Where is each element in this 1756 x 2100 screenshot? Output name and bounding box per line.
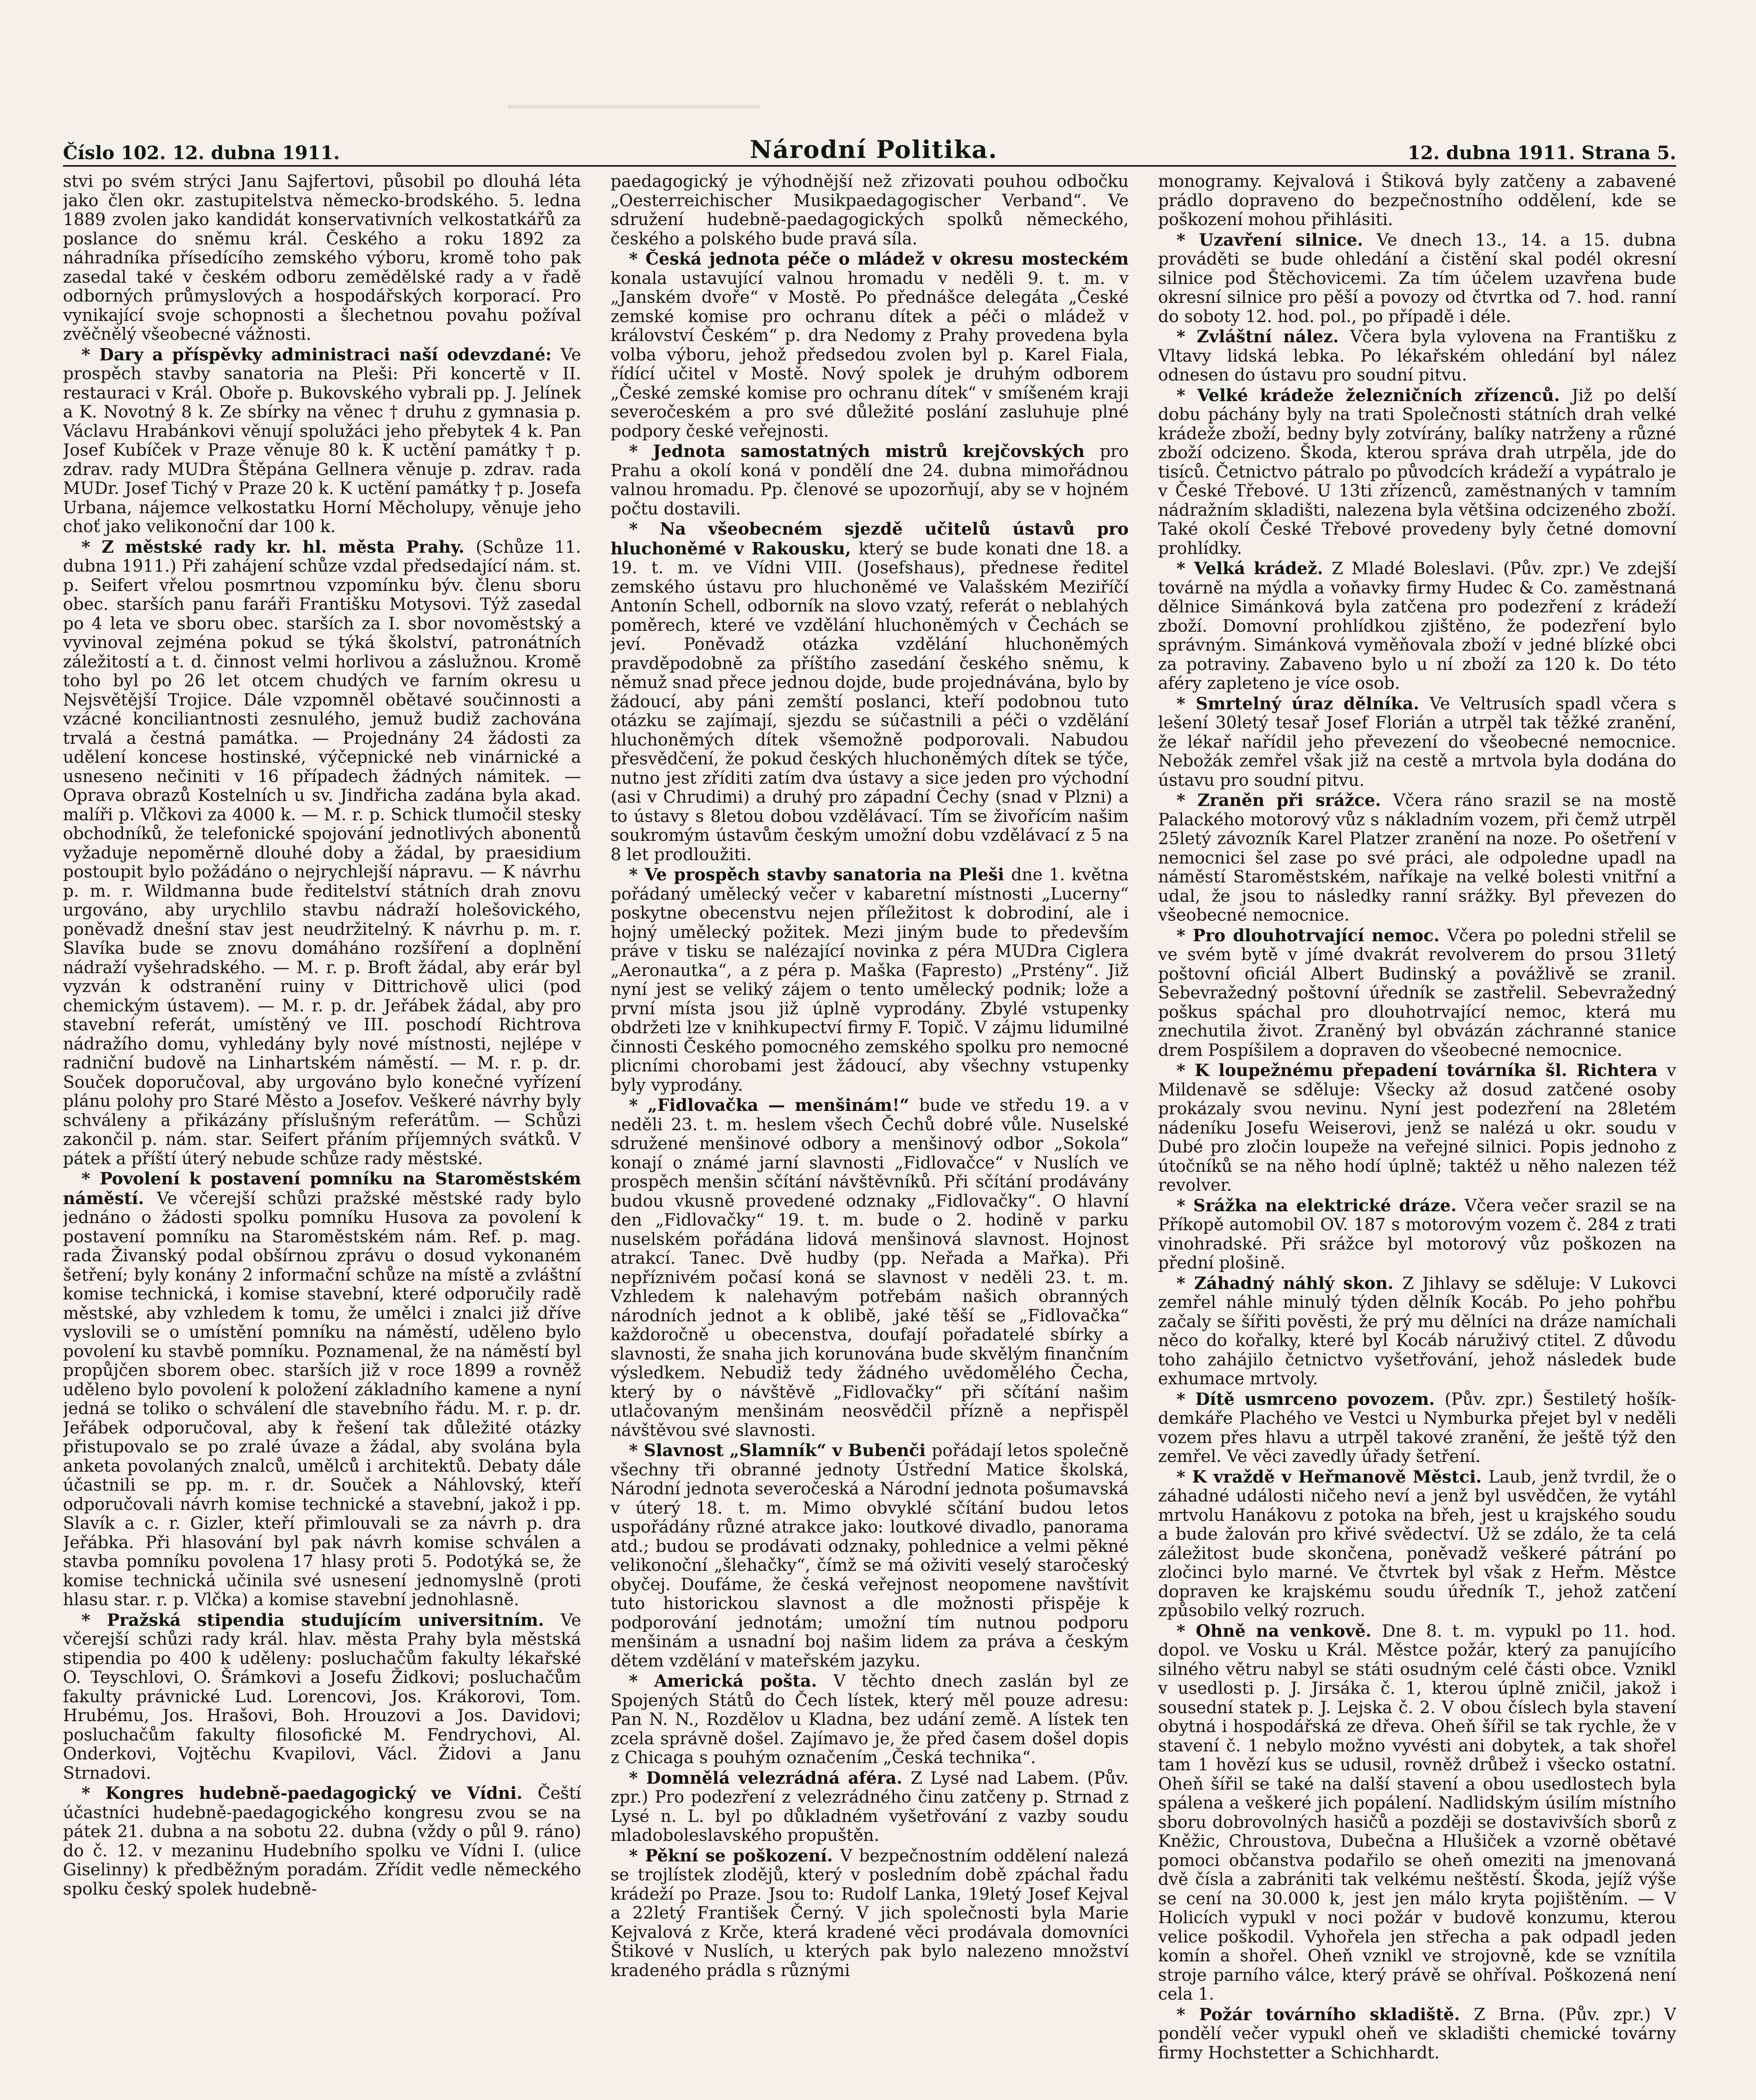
article-headline: * Zvláštní nález.: [1177, 327, 1350, 346]
article: [63, 1784, 581, 1899]
article-body: (Schůze 11. dubna 1911.) Při zahájení schůze vzdal předsedající nám. st. p. Seifert vřelou posmrtnou vzpomínku býv. členu sboru obec. starších panu faráři Františku Motysovi. Týž zasedal po 4 leta ve sboru obec. starších za I. sbor novoměstský a vyvinoval zejména pokud se týká školství, patronátních záležitostí a t. d. činnost velmi horlivou a záslužnou. Kromě toho byl po 26 let otcem chudých ve farním okresu u Nejsvětější Trojice. Dále vzpomněl obětavé součinnosti a vzácné konciliantnosti zesnulého, jemuž budiž zachována trvalá a čestná památka. — Projednány 24 žádosti za udělení koncese hostinské, výčepnické neb vinárnické a usneseno nečiniti v 16 případech žádných námitek. — Oprava obrazů Kostelních u sv. Jindřicha zadána byla akad. malíři p. Vlčkovi za 4000 k. — M. r. p. Schick tlumočil stesky obchodníků, že telefonické spojování jednotlivých abonentů vyžaduje nepoměrně dlouhé doby a žádal, by praesidium postoupit bylo požádáno o nejrychlejší nápravu. — K návrhu p. m. r. Wildmanna bude ředitelství státních drah znovu urgováno, aby urychlilo stavbu nádraží holešovického, poněvadž dnešní stav jest neudržitelný. K návrhu p. m. r. Slavíka bude se znovu domáháno rozšíření a doplnění nádraží vyšehradského. — M. r. p. Broft žádal, aby erár byl vyzván k odstranění ruiny v Dittrichově ulici (pod chemickým ústavem). — M. r. p. dr. Jeřábek žádal, aby pro stavební referát, umístěný ve III. poschodí Richtrova nádražího domu, vyhledány byly nové místnosti, nejlépe v radniční budově na Linhartském náměstí. — M. r. p. dr. Souček doporučoval, aby urgováno bylo konečné vyřízení plánu polohy pro Staré Město a Josefov. Veškeré návrhy byly schváleny a přikázány příslušným referátům. — Schůzi zakončil p. nám. star. Seifert přáním příjemných svátků. V pátek a příští úterý nebude schůze rady městské.: [63, 537, 581, 1168]
article: [611, 1441, 1129, 1671]
article: [63, 172, 581, 344]
article-body: dne 1. května pořádaný umělecký večer v kabaretní místnosti „Lucerny“ poskytne obecenstvu nejen příležitost k dobrodiní, ale i hojný umělecký požitek. Mezi jiným bude to především práve v tisku se nalézající novinka z péra MUDra Ciglera „Aeronautka“, a z péra p. Maška (Fapresto) „Prstény“. Již nyní jest se veliký zájem o tento umělecký podnik; lože a první místa jsou již úplně vyprodány. Zbylé vstupenky obdržeti lze v knihkupectví firmy F. Topič. V zájmu lidumilné činnosti Českého pomocného zemského spolku pro nemocné plicními chorobami jest žádoucí, aby všechny vstupenky byly vyprodány.: [611, 865, 1129, 1095]
article: [1158, 559, 1676, 693]
article-headline: * Pro dlouhotrvající nemoc.: [1177, 925, 1447, 945]
article-headline: * Dary a příspěvky administraci naší odevzdané:: [81, 344, 561, 365]
article-headline: * Pěkní se poškození.: [629, 1845, 840, 1866]
article-body: (Pův. zpr.) Šestiletý hošík-demkáře Plachého ve Vestci u Nymburka přejet byl v neděli vozem přes hlavu a utrpěl takové zranění, že ještě týž den zemřel. Ve věci zavedly úřady šetření.: [1158, 1389, 1676, 1466]
article: [63, 1169, 581, 1610]
column-1: [63, 172, 581, 2100]
article-body: v Mildenavě se sděluje: Všecky až dosud zatčené osoby prokázaly svou nevinu. Nyní jest podezření na 28letém nádeníku Josefu Weiserovi, jenž se nalézá u okr. soudu v Dubé pro zločin loupeže na veřejné silnici. Popis jednoho z útočníků se na něho hodí úplně; taktéž u něho nalezen též revolver.: [1158, 1061, 1676, 1195]
article-headline: * K loupežnému přepadení továrníka šl. Richtera: [1177, 1060, 1667, 1080]
article-headline: * Velké krádeže železničních zřízenců.: [1177, 385, 1572, 405]
article-body: Ve Veltrusích spadl včera s lešení 30letý tesař Josef Florián a utrpěl tak těžké zranění, že lékař nařídil jeho převezení do všeobecné nemocnice. Nebožák zemřel však již na cestě a mrtvola byla dodána do ústavu pro soudní pitvu.: [1158, 694, 1676, 790]
article: [1158, 327, 1676, 385]
masthead-title: Národní Politika.: [750, 135, 998, 164]
column-2: [611, 172, 1129, 2100]
article-body: Z Brna. (Pův. zpr.) V pondělí večer vypukl oheň ve skladišti chemické továrny firmy Hochstetter a Schichhardt.: [1158, 2005, 1676, 2063]
article-body: Z Jihlavy se sděluje: V Lukovci zemřel náhle minulý týden dělník Kocáb. Po jeho pohřbu začaly se šířiti pověsti, že prý mu dělníci na dráze namíchali něco do kořalky, které byl Kocáb náruživý ctitel. Z důvodu toho zahájilo četnictvo vyšetřování, jehož následek bude exhumace mrtvoly.: [1158, 1273, 1676, 1389]
article: [1158, 694, 1676, 790]
article-body: Z Lysé nad Labem. (Pův. zpr.) Pro podezření z velezrádného činu zatčeny p. Strnad z Lysé n. L. byl po důkladném vyšetřování z vazby soudu mladoboleslavského propuštěn.: [611, 1768, 1129, 1845]
article: [611, 1846, 1129, 1981]
article-body: V těchto dnech zaslán byl ze Spojených Států do Čech lístek, který měl pouze adresu: Pan N. N., Rozdělov u Kladna, bez udání země. A lístek ten zcela správně došel. Zajímavo je, že před časem došel dopis z Chicaga s pouhým označením „Česká technika“.: [611, 1672, 1129, 1767]
article-headline: * Americká pošta.: [629, 1671, 833, 1691]
article-body: Včera byla vylovena na Františku z Vltavy lidská lebka. Po lékařském ohledání byl nález odnesen do ústavu pro soudní pitvu.: [1158, 327, 1676, 385]
article-headline: * „Fidlovačka — menšinám!“: [629, 1095, 919, 1115]
article: [1158, 1622, 1676, 2004]
article-headline: * Dítě usmrceno povozem.: [1177, 1389, 1445, 1409]
article-body: paedagogický je výhodnější než zřizovati pouhou odbočku „Oesterreichischer Musikpaedagogischer Verband“. Ve sdružení hudebně-paedagogických spolků německého, českého a polského bude pravá síla.: [611, 172, 1129, 249]
article-body: konala ustavující valnou hromadu v neděli 9. t. m. v „Janském dvoře“ v Mostě. Po přednášce delegáta „České zemské komise pro ochranu dítek a péči o mládež v království Českém“ p. dra Nedomy z Prahy provedena byla volba výboru, jehož předsedou zvolen byl p. Karel Fiala, řídící učitel v Mostě. Nový spolek je druhým odborem „České zemské komise pro ochranu dítek“ v smíšeném kraji severočeském a pro své důležité poslání zasluhuje plné podpory české veřejnosti.: [611, 268, 1129, 441]
article-headline: * Zraněn při srážce.: [1177, 790, 1393, 810]
article: [611, 442, 1129, 519]
article-body: Včera ráno srazil se na mostě Palackého motorový vůz s nákladním vozem, při čemž utrpěl 25letý závozník Karel Platzer zranění na noze. Po ošetření v nemocnici šel zase po své práci, ale odpoledne upadl na náměstí Staroměstském, naříkaje na velké bolesti vnitřní a udal, že jsou to následky ranní srážky. Byl převezen do všeobecné nemocnice.: [1158, 791, 1676, 925]
page-header: [63, 135, 1676, 164]
article-body: Čeští účastníci hudebně-paedagogického kongresu zvou se na pátek 21. dubna a na sobotu 22. dubna (vždy o půl 9. ráno) do č. 12. v mezaninu Hudebního spolku ve Vídni I. (ulice Giselinny) k předběžným poradám. Zřídit vedle německého spolku český spolek hudebně-: [63, 1784, 581, 1899]
article-headline: * K vraždě v Heřmanově Městci.: [1177, 1467, 1489, 1487]
article-headline: * Smrtelný úraz dělníka.: [1177, 693, 1430, 714]
article-headline: * Záhadný náhlý skon.: [1177, 1273, 1402, 1293]
article-headline: * Srážka na elektrické dráze.: [1177, 1195, 1465, 1215]
article: [1158, 926, 1676, 1060]
article-headline: * Česká jednota péče o mládež v okresu mosteckém: [629, 249, 1129, 269]
article: [63, 345, 581, 537]
article-body: monogramy. Kejvalová i Štiková byly zatčeny a zabavené prádlo dopraveno do bezpečnostního oddělení, kde se poškození mohou přihlásiti.: [1158, 172, 1676, 229]
article: [63, 538, 581, 1169]
article: [1158, 386, 1676, 559]
article: [611, 1672, 1129, 1768]
article: [1158, 791, 1676, 925]
article: [611, 520, 1129, 864]
article-headline: * Uzavření silnice.: [1177, 230, 1377, 250]
article-body: V bezpečnostním oddělení nalezá se trojlístek zlodějů, který v posledním době zpáchal řadu krádeží po Praze. Jsou to: Rudolf Lanka, 19letý Josef Kejval a 22letý František Černý. V jich společnosti byla Marie Kejvalová z Krče, která kradené věci prodávala domovníci Štikové v Nuslích, u kterých pak bylo nalezeno množství kradeného prádla s různými: [611, 1846, 1129, 1980]
article: [1158, 1390, 1676, 1467]
text-columns: [63, 172, 1676, 2100]
article: [611, 865, 1129, 1095]
article-body: Laub, jenž tvrdil, že o záhadné události ničeho neví a jenž byl usvědčen, že vytáhl mrtvolu Hanákovu z potoka na břeh, jest u krajského soudu a bude žalován pro křivé svědectví. Už se zdálo, že ta celá záležitost bude skončena, poněvadž veškeré pátrání po zločinci bylo marné. Ve čtvrtek byl však z Heřm. Městce dopraven ke krajskému soudu úředník T., jehož zatčení způsobilo velký rozruch.: [1158, 1467, 1676, 1620]
article-body: bude ve středu 19. a v neděli 23. t. m. heslem všech Čechů dobré vůle. Nuselské sdružené menšinové odbory a menšinový odbor „Sokola“ konají o známé jarní slavnosti „Fidlovačce“ v Nuslích ve prospěch menšin sčítání návštěvníků. Při sčítání prodávány budou vkusně provedené odznaky „Fidlovačky“. O hlavní den „Fidlovačky“ 19. t. m. bude o 2. hodině v parku nuselském pořádána lidová menšinová slavnost. Hojnost atrakcí. Tanec. Dvě hudby (pp. Neřada a Mařka). Při nepříznivém počasí koná se slavnost v neděli 23. t. m. Vzhledem k nalehavým potřebám našich obranných národních jednot a k oblibě, jaké těší se „Fidlovačka“ každoročně u obecenstva, doufají pořadatelé sbírky a slavnosti, že snaha jich korunována bude skvělým finančním výsledkem. Nebudiž tedy žádného uvědomělého Čecha, který by o návštěvě „Fidlovačky“ při sčítání našim utlačovaným menšinám neosvědčil přízně a nepřispěl návštěvou své slavnosti.: [611, 1096, 1129, 1440]
article-body: Z Mladé Boleslavi. (Pův. zpr.) Ve zdejší továrně na mýdla a voňavky firmy Hudec & Co. zaměstnaná dělnice Simánková byla zatčena pro podezření z krádeží zboží. Domovní prohlídkou zjištěno, že podezření bylo správným. Simánková vyměňovala zboží v jedné blízké obci za potraviny. Zabaveno bylo u ní zboží za 120 k. Do této aféry zapleteno je více osob.: [1158, 559, 1676, 693]
article-body: Ve včerejší schůzi pražské městské rady bylo jednáno o žádosti spolku pomníku Husova za povolení k postavení pomníku na Staroměstském nám. Ref. p. mag. rada Živanský podal obšírnou zprávu o dosud vykonaném šetření; byly konány 2 informační schůze na místě a zvláštní komise technická, i komise stavební, které odporučily radě městské, aby vzhledem k tomu, že umělci i znalci již dříve vyslovili se o umístění pomníku na náměstí, uděleno bylo povolení ku stavbě pomníku. Poznamenal, že na náměstí byl propůjčen sborem obec. starších již v roce 1899 a rovněž uděleno bylo povolení k položení základního kamene a nyní jedná se toliko o schválení dle stavebního řádu. M. r. p. dr. Jeřábek odporučoval, aby k řešení tak důležité otázky přistupovalo se po zralé úvaze a žádal, aby svolána byla anketa povolaných znalců, umělců i architektů. Debaty dále účastnili se pp. m. r. dr. Souček a Náhlovský, kteří odporučovali návrh komise technické a stavební, jakož i pp. Slavík a c. r. Gizler, kteří přimlouvali se za návrh p. dra Jeřábka. Při hlasování byl pak návrh komise schválen a stavba pomníku povolena 17 hlasy proti 5. Podotýká se, že komise technická učinila své usnesení jednomyslně (proti hlasu star. r. p. Vlčka) a komise stavební jednohlasně.: [63, 1189, 581, 1609]
article-headline: * Pražská stipendia studujícím universitním.: [81, 1610, 561, 1630]
article-body: Ve včerejší schůzi rady král. hlav. města Prahy byla městská stipendia po 400 k uděleny: posluchačům fakulty lékařské O. Teyschlovi, O. Šrámkovi a Josefu Židkovi; posluchačům fakulty právnické Lud. Lorencovi, Jos. Krákorovi, Tom. Hrubému, Jos. Hrašovi, Boh. Hrouzovi a Jos. Davidovi; posluchačům fakulty filosofické M. Fendrychovi, Al. Onderkovi, Vojtěchu Kvapilovi, Václ. Židovi a Janu Strnadovi.: [63, 1610, 581, 1783]
article: [611, 1096, 1129, 1440]
article: [1158, 2005, 1676, 2063]
article: [1158, 1061, 1676, 1195]
scan-fold-mark: [508, 105, 760, 108]
article: [1158, 172, 1676, 230]
article-headline: * Domnělá velezrádná aféra.: [629, 1768, 911, 1788]
article: [1158, 1196, 1676, 1273]
article: [63, 1611, 581, 1783]
article-body: Již po delší dobu páchány byly na trati Společnosti státních drah velké krádeže zboží, bedny byly zotvírány, balíky natrženy a různé zboží odcizeno. Škoda, kterou správa drah utrpěla, jde do tisíců. Četnictvo pátralo po původcích krádeží a vypátralo je v České Třebové. U 13ti zřízenců, zaměstnaných v tamním nádražním skladišti, nalezena byla většina odcizeného zboží. Také okolí České Třebové provedeny byly četné domovní prohlídky.: [1158, 386, 1676, 558]
article: [1158, 1467, 1676, 1621]
article-headline: * Slavnost „Slamník“ v Bubenči: [629, 1441, 932, 1460]
article: [611, 1769, 1129, 1845]
article-body: Ve dnech 13., 14. a 15. dubna prováděti se bude ohledání a čistění skal podél okresní silnice pod Štěchovicemi. Za tím účelem uzavřena bude okresní silnice pro pěší a povozy od čtvrtka od 7. hod. ranní do soboty 12. hod. pol., po případě i déle.: [1158, 230, 1676, 326]
header-date-page: 12. dubna 1911. Strana 5.: [1407, 142, 1676, 164]
article-headline: * Požár továrního skladiště.: [1177, 2004, 1474, 2024]
column-3: [1158, 172, 1676, 2100]
article-body: Včera večer srazil se na Příkopě automobil OV. 187 s motorovým vozem č. 284 z trati vinohradské. Při srážce byl motorový vůz poškozen na přední plošině.: [1158, 1196, 1676, 1273]
article: [611, 172, 1129, 249]
article-headline: * Jednota samostatných mistrů krejčovských: [629, 441, 1100, 461]
article: [611, 249, 1129, 441]
article-body: stvi po svém strýci Janu Sajfertovi, působil po dlouhá léta jako člen okr. zastupitelstva německo-brodského. 5. ledna 1889 zvolen jako kandidát konservativních velkostatkářů za poslance do sněmu král. Českého a roku 1892 za náhradníka přísedícího zemského výboru, kromě toho pak zasedal také v českém odboru zemědělské rady a v řadě odborných průmyslových a hospodářských korporací. Pro vynikající svoje schopnosti a šlechetnou povahu požíval zvěčnělý všeobecné vážnosti.: [63, 172, 581, 344]
article-body: pro Prahu a okolí koná v pondělí dne 24. dubna mimořádnou valnou hromadu. Pp. členové se upozorňují, aby se v hojném počtu dostavili.: [611, 442, 1129, 519]
article-body: Včera po poledni střelil se ve svém bytě v jímé dvakrát revolverem do prsou 31letý poštovní oficiál Albert Budinský a povážlivě se zranil. Sebevražedný poštovní úředník se zastřelil. Sebevražedný poškus spáchal pro dlouhotrvající nemoc, která mu znechutila život. Zraněný byl obvázán záchranné stanice drem Pospíšilem a dopraven do všeobecné nemocnice.: [1158, 926, 1676, 1060]
article-headline: * Na všeobecném sjezdě učitelů ústavů pro hluchoněmé v Rakousku,: [611, 519, 1129, 559]
header-issue: Číslo 102. 12. dubna 1911.: [63, 142, 340, 164]
article-headline: * Kongres hudebně-paedagogický ve Vídni.: [81, 1783, 538, 1803]
article-headline: * Z městské rady kr. hl. města Prahy.: [81, 537, 476, 557]
article: [1158, 231, 1676, 327]
article-body: Dne 8. t. m. vypukl po 11. hod. dopol. ve Vosku u Král. Městce požár, který za panujícího silného větru nabyl se státi osudným celé části obce. Vznikl v usedlosti p. J. Jirsáka č. 1, kterou úplně zničil, jakož i sousední statek p. J. Lejska č. 2. V obou číslech byla stavení obytná i hospodářská ze dřeva. Oheň šířil se tak rychle, že v stavení č. 1 nebylo možno vyvésti ani dobytek, a tak shořel tam 1 hovězí kus se udusil, rovněž drůbež i všecko ostatní. Oheň šířil se také na další stavení a obou usedlostech byla spálena a veškeré jich popálení. Nadlidským úsilím místního sboru dobrovolných hasičů a později se dostavivších sborů z Kněžic, Chroustova, Dubečna a Hlušiček a vzorně obětavé pomoci občanstva podařilo se oheň omeziti na jmenovaná dvě čísla a zabrániti tak velkému neštěstí. Škoda, jejíž výše se cení na 30.000 k, jest jen málo kryta pojištěním. — V Holicích vypukl v noci požár v budově konzumu, kterou velice poškodil. Vyhořela jen střecha a pak odpadl jeden komín a shořel. Oheň vznikl ve strojovně, kde se vznítila stroje parního válce, který právě se ohříval. Poškozená není cela 1.: [1158, 1621, 1676, 2004]
article-headline: * Ohně na venkově.: [1177, 1621, 1382, 1641]
article-headline: * Velká krádež.: [1177, 559, 1332, 578]
article: [1158, 1274, 1676, 1389]
header-rule: [63, 165, 1676, 167]
article-body: pořádají letos společně všechny tři obranné jednoty Ústřední Matice školská, Národní jednota severočeská a Národní jednota pošumavská v úterý 18. t. m. Mimo obvyklé sčítání budou letos uspořádány různé atrakce jako: loutkové divadlo, panorama atd.; budou se prodávati odznaky, pohlednice a velmi pěkné velikonoční „šlehačky“, čímž se má oživiti veselý staročeský obyčej. Doufáme, že česká veřejnost neopomene navštívit tuto historickou slavnost a dle možnosti přispěje k podporování jednotám; umožní tím nutnou podporu menšinám a usnadní boj našim lidem za práva a českým dětem vzdělání v mateřském jazyku.: [611, 1441, 1129, 1671]
article-headline: * Ve prospěch stavby sanatoria na Pleši: [629, 865, 1011, 885]
article-body: Ve prospěch stavby sanatoria na Pleši: Při koncertě v II. restauraci v Král. Oboře p. Bukovského vybrali pp. J. Jelínek a K. Novotný 8 k. Ze sbírky na věnec † druhu z gymnasia p. Václavu Hrabánkovi věnují spolužáci jeho přebytek 4 k. Pan Josef Kubíček v Praze věnuje 80 k. K uctění památky † p. zdrav. rady MUDra Štěpána Gellnera věnuje p. zdrav. rada MUDr. Josef Tichý v Praze 20 k. K uctění památky † p. Josefa Urbana, nájemce velkostatku Horní Měcholupy, věnuje jeho choť jako velikonoční dar 100 k.: [63, 345, 581, 536]
article-headline: * Povolení k postavení pomníku na Staroměstském náměstí.: [63, 1169, 581, 1208]
article-body: který se bude konati dne 18. a 19. t. m. ve Vídni VIII. (Josefshaus), přednese ředitel zemského ústavu pro hluchoněmé ve Valašském Meziříčí Antonín Schell, odborník na slovo vzatý, referát o neblahých poměrech, které ve vzdělání hluchoněmých v Čechách se jeví. Poněvadž otázka vzdělání hluchoněmých pravděpodobně za příštího zasedání českého sněmu, k němuž snad přece jednou dojde, bude projednávána, bylo by žádoucí, aby páni zemští poslanci, kteří podobnou tuto otázku se zajímají, sjezdu se súčastnili a péči o vzdělání hluchoněmých dítek všemožně podporovali. Nabudou přesvědčení, že pokud českých hluchoněmých dítek se týče, nutno jest zříditi zatím dva ústavy a sice jeden pro východní (asi v Chrudimi) a druhý pro západní Čechy (snad v Plzni) a to ústavy s 8letou dobou vzdělávací. Tím se živořícím našim soukromým ústavům českým umožní dobu vzdělávací z 5 na 8 let prodloužiti.: [611, 539, 1129, 864]
